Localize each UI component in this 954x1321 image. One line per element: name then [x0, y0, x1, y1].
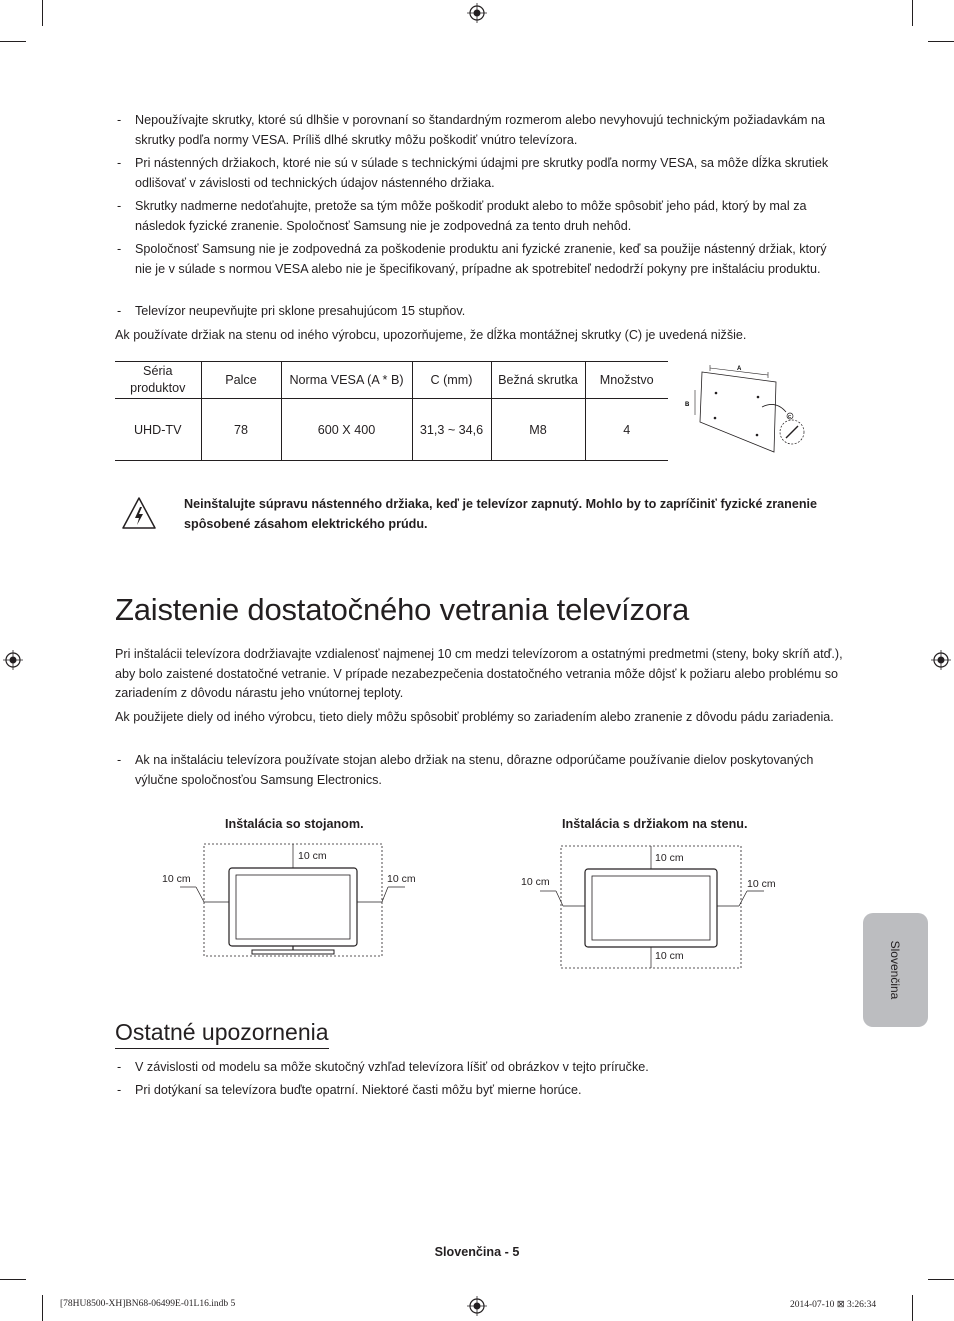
crop-mark	[912, 0, 913, 26]
registration-mark-icon	[467, 3, 487, 23]
clearance-left-label: 10 cm	[521, 876, 550, 888]
print-slug-left: [78HU8500-XH]BN68-06499E-01L16.indb 5	[60, 1299, 236, 1309]
page-footer: Slovenčina - 5	[434, 1245, 520, 1259]
clearance-left-label: 10 cm	[162, 873, 191, 885]
warning-text: Neinštalujte súpravu nástenného držiaka, keď je televízor zapnutý. Mohlo by to zapríčiniť fyzické zranenie spôsobené zásahom elektrického prúdu.	[184, 497, 818, 531]
column-header: Palce	[201, 362, 281, 399]
clearance-top-label: 10 cm	[298, 850, 327, 862]
subsection-title: Ostatné upozornenia	[115, 1019, 329, 1049]
language-side-tab-label: Slovenčina	[888, 940, 902, 1000]
list-item: - Pri dotýkaní sa televízora buďte opatrní. Niektoré časti môžu byť mierne horúce.	[117, 1083, 582, 1097]
list-item: - Spoločnosť Samsung nie je zodpovedná za poškodenie produktu ani fyzické zranenie, keď sa použije nástenný držiak, ktorý nie je v súlade s normou VESA alebo nie je špecifikovaný, prípadne ak spotrebiteľ nedodrží pokyny pre inštaláciu produktu.	[117, 242, 827, 276]
registration-mark-icon	[467, 1296, 487, 1316]
column-header: C (mm)	[412, 362, 491, 399]
wall-mount-diagram	[680, 360, 810, 460]
paragraph: Pri inštalácii televízora dodržiavajte vzdialenosť najmenej 10 cm medzi televízorom a ostatnými predmetmi (steny, boky skríň atď.), aby bolo zaistené dostatočné vetranie. V prípade nezabezpečenia dostatočného vetrania môže dôjsť k požiaru alebo problému so zariadením z dôvodu nárastu jeho vnútornej teploty.	[115, 647, 843, 700]
stand-diagram-title: Inštalácia so stojanom.	[225, 817, 364, 831]
registration-mark-icon	[3, 650, 23, 670]
dimension-a-label: A	[737, 366, 742, 372]
table-cell: UHD-TV	[133, 422, 182, 437]
registration-mark-icon	[931, 650, 951, 670]
wall-diagram-title: Inštalácia s držiakom na stenu.	[562, 817, 748, 831]
crop-mark	[928, 1279, 954, 1280]
clearance-right-label: 10 cm	[387, 873, 416, 885]
table-row	[115, 399, 668, 461]
table-cell: 4	[585, 399, 668, 461]
clearance-top-label: 10 cm	[655, 852, 684, 864]
clearance-right-label: 10 cm	[747, 878, 776, 890]
wall-installation-diagram	[518, 842, 783, 972]
clearance-bottom-label: 10 cm	[655, 950, 684, 962]
screw-spec-table	[115, 361, 668, 461]
stand-installation-diagram	[160, 840, 425, 960]
dimension-c-label: C	[788, 414, 792, 419]
print-slug-right: 2014-07-10 ⊠ 3:26:34	[790, 1300, 877, 1310]
table-cell: 78	[201, 399, 281, 461]
crop-mark	[0, 41, 26, 42]
list-item: - Ak na inštaláciu televízora používate stojan alebo držiak na stenu, dôrazne odporúčame používanie dielov poskytovaných výlučne spoločnosťou Samsung Electronics.	[117, 753, 814, 787]
column-header: Norma VESA (A * B)	[281, 362, 412, 399]
column-header: Séria produktov	[130, 364, 186, 395]
paragraph: Ak použijete diely od iného výrobcu, tieto diely môžu spôsobiť problémy so zariadením alebo zranenie z dôvodu pádu zariadenia.	[115, 710, 834, 724]
crop-mark	[0, 1279, 26, 1280]
table-intro: Ak používate držiak na stenu od iného výrobcu, upozorňujeme, že dĺžka montážnej skrutky (C) je uvedená nižšie.	[115, 328, 747, 342]
crop-mark	[42, 0, 43, 26]
list-item: - V závislosti od modelu sa môže skutočný vzhľad televízora líšiť od obrázkov v tejto príručke.	[117, 1060, 649, 1074]
list-item: - Nepoužívajte skrutky, ktoré sú dlhšie v porovnaní so štandardným rozmerom alebo nevyhovujú technickým požiadavkám na skrutky podľa normy VESA. Príliš dlhé skrutky môžu poškodiť vnútro televízora.	[117, 113, 825, 147]
column-header: Množstvo	[585, 362, 668, 399]
crop-mark	[42, 1295, 43, 1321]
electric-warning-icon	[121, 496, 157, 530]
list-item: - Skrutky nadmerne nedoťahujte, pretože sa tým môže poškodiť produkt alebo to môže spôsobiť jeho pád, ktorý by mal za následok fyzické zranenie. Spoločnosť Samsung nie je zodpovedná za tento druh nehôd.	[117, 199, 807, 233]
column-header: Bežná skrutka	[491, 362, 585, 399]
table-cell: M8	[491, 399, 585, 461]
dimension-b-label: B	[685, 402, 690, 408]
list-item: - Pri nástenných držiakoch, ktoré nie sú v súlade s technickými údajmi pre skrutky podľa normy VESA, sa môže dĺžka skrutiek odlišovať v závislosti od technických údajov nástenného držiaka.	[117, 156, 829, 190]
list-item: - Televízor neupevňujte pri sklone presahujúcom 15 stupňov.	[117, 304, 466, 318]
table-cell: 31,3 ~ 34,6	[412, 399, 491, 461]
table-cell: 600 X 400	[281, 399, 412, 461]
crop-mark	[928, 41, 954, 42]
language-side-tab	[863, 913, 928, 1027]
section-title: Zaistenie dostatočného vetrania televízora	[115, 592, 690, 627]
crop-mark	[912, 1295, 913, 1321]
table-header-row	[115, 362, 668, 399]
